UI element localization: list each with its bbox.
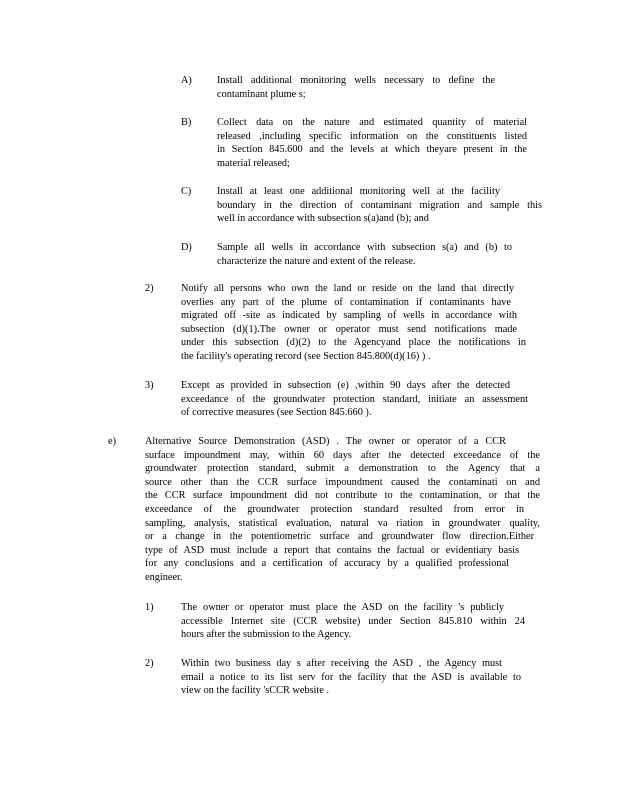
text-line: characterize the nature and extent of the release.: [217, 255, 416, 267]
text-line: for any conclusions and a certification of accuracy by a qualified professional: [145, 558, 509, 570]
text-line: type of ASD must include a report that contains the factual or evidentiary basis: [145, 544, 519, 556]
item-label-2b: 2): [145, 658, 154, 669]
text-line: boundary in the direction of contaminant migration and sample this: [217, 199, 542, 211]
item-text-d: [217, 241, 512, 268]
text-line: Except as provided in subsection (e) ,within 90 days after the detected: [181, 380, 510, 391]
text-line: Sample all wells in accordance with subsection s(a) and (b) to: [217, 242, 512, 253]
text-line: exceedance of the groundwater protection standard, initiate an assessment: [181, 393, 528, 405]
item-label-d: D): [181, 242, 192, 253]
text-line: material released;: [217, 157, 290, 169]
text-line: migrated off -site as indicated by sampling of wells in accordance with: [181, 310, 517, 322]
text-line: engineer.: [145, 571, 183, 583]
text-line: hours after the submission to the Agency.: [181, 629, 352, 641]
text-line: under this subsection (d)(2) to the Agencyand place the notifications in: [181, 337, 526, 349]
text-line: subsection (d)(1).The owner or operator must send notifications made: [181, 323, 517, 335]
item-label-c: C): [181, 186, 192, 197]
item-text-2b: [181, 657, 521, 698]
text-line: Within two business day s after receiving the ASD , the Agency must: [181, 658, 502, 669]
item-label-3: 3): [145, 380, 154, 391]
text-line: in Section 845.600 and the levels at which theyare present in the: [217, 144, 527, 156]
text-line: Notify all persons who own the land or reside on the land that directly: [181, 283, 514, 294]
item-label-a: A): [181, 75, 192, 86]
text-line: Collect data on the nature and estimated quantity of material: [217, 117, 527, 128]
text-line: overlies any part of the plume of contamination if contaminants have: [181, 296, 511, 308]
text-line: contaminant plume s;: [217, 88, 306, 100]
text-line: Install at least one additional monitoring well at the facility: [217, 186, 500, 197]
item-text-3: [181, 379, 528, 420]
text-line: Alternative Source Demonstration (ASD) . The owner or operator of a CCR: [145, 436, 506, 447]
item-text-e: [145, 435, 540, 585]
item-label-2: 2): [145, 283, 154, 294]
text-line: Install additional monitoring wells necessary to define the: [217, 75, 495, 86]
item-text-c: [217, 185, 542, 226]
text-line: accessible Internet site (CCR website) under Section 845.810 within 24: [181, 615, 525, 627]
text-line: or a change in the potentiometric surface and groundwater flow direction.Either: [145, 531, 534, 543]
text-line: well in accordance with subsection s(a)and (b); and: [217, 213, 429, 225]
text-line: sampling, analysis, statistical evaluation, natural va riation in groundwater quality,: [145, 517, 540, 529]
item-text-a: [217, 74, 495, 101]
text-line: surface impoundment may, within 60 days after the detected exceedance of the: [145, 449, 540, 461]
item-text-2: [181, 282, 526, 364]
text-line: the CCR surface impoundment did not contribute to the contamination, or that the: [145, 490, 540, 502]
item-label-e: e): [108, 436, 116, 447]
text-line: exceedance of the groundwater protection standard resulted from error in: [145, 503, 524, 515]
text-line: of corrective measures (see Section 845.660 ).: [181, 407, 372, 419]
text-line: the facility's operating record (see Section 845.800(d)(16) ) .: [181, 350, 431, 362]
item-text-b: [217, 116, 527, 170]
item-label-b: B): [181, 117, 192, 128]
text-line: email a notice to its list serv for the facility that the ASD is available to: [181, 671, 521, 683]
item-label-1: 1): [145, 602, 154, 613]
text-line: view on the facility 'sCCR website .: [181, 685, 329, 697]
text-line: source other than the CCR surface impoundment caused the contaminati on and: [145, 476, 540, 488]
text-line: The owner or operator must place the ASD on the facility 's publicly: [181, 602, 504, 613]
item-text-1: [181, 601, 525, 642]
text-line: released ,including specific information on the constituents listed: [217, 130, 527, 142]
text-line: groundwater protection standard, submit a demonstration to the Agency that a: [145, 463, 540, 475]
